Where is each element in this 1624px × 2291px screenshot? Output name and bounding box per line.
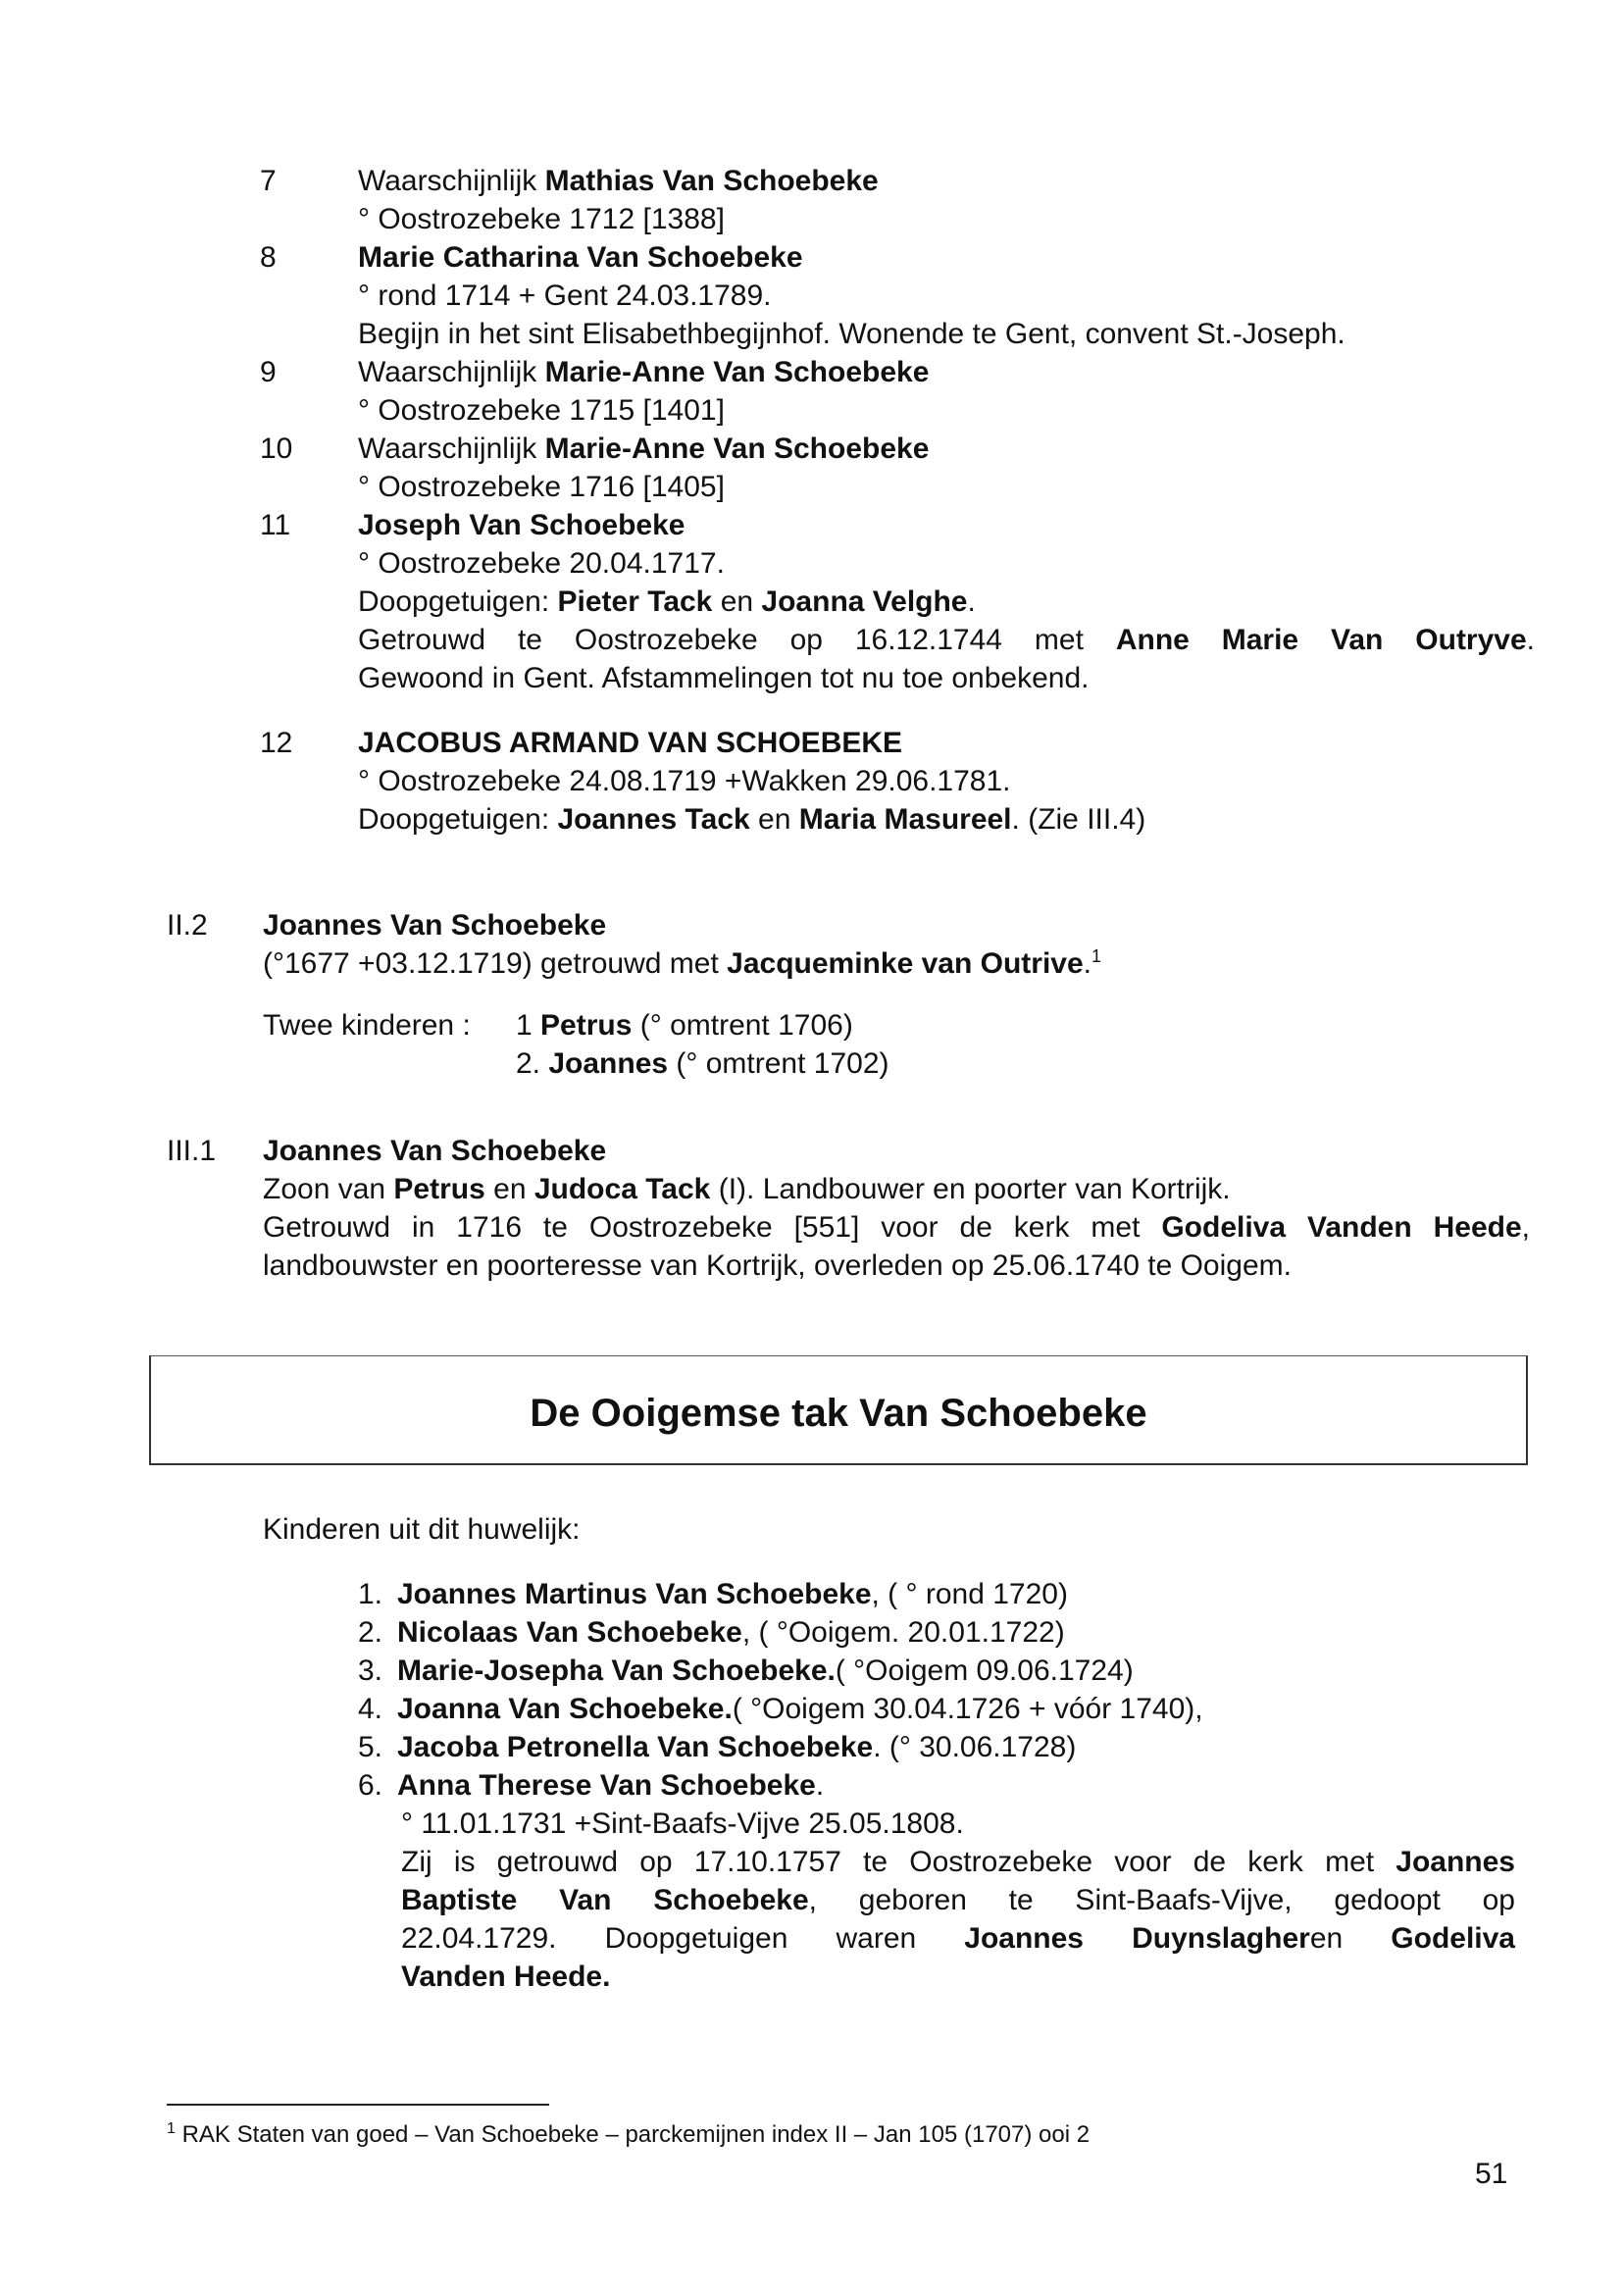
text-run: ° Oostrozebeke 24.08.1719 +Wakken 29.06.1781. bbox=[358, 765, 1011, 797]
footnote-rule bbox=[167, 2104, 549, 2106]
text-run: 22.04.1729. Doopgetuigen waren bbox=[401, 1922, 965, 1955]
section-line bbox=[263, 1247, 1530, 1285]
kind-body bbox=[397, 1728, 1515, 1766]
bold-name: Nicolaas Van Schoebeke bbox=[397, 1616, 742, 1649]
kind-body bbox=[397, 1613, 1515, 1652]
bold-name: Joannes Tack bbox=[557, 803, 750, 836]
bold-name: Joannes Van Schoebeke bbox=[263, 909, 607, 942]
entry-number: 11 bbox=[260, 509, 291, 541]
kind-line bbox=[397, 1728, 1515, 1766]
kind-number: 3. bbox=[358, 1655, 383, 1687]
text-run: Begijn in het sint Elisabethbegijnhof. Wonende te Gent, convent St.-Joseph. bbox=[358, 318, 1345, 350]
entry-line bbox=[358, 506, 1535, 544]
bold-name: Pieter Tack bbox=[557, 585, 713, 618]
entry-number: 12 bbox=[260, 727, 293, 759]
entry-line bbox=[358, 315, 1535, 353]
kind-line bbox=[397, 1652, 1515, 1690]
bold-name: Godeliva bbox=[1391, 1922, 1515, 1955]
text-run: ( °Ooigem 30.04.1726 + vóór 1740), bbox=[732, 1693, 1203, 1725]
bold-name: Judoca Tack bbox=[533, 1173, 711, 1205]
text-run: . bbox=[1526, 624, 1536, 656]
entry-number: 9 bbox=[260, 356, 277, 388]
bold-name: Joannes bbox=[548, 1047, 669, 1080]
bold-name: Vanden Heede. bbox=[401, 1960, 611, 1993]
bold-name: Joannes Martinus Van Schoebeke bbox=[397, 1578, 872, 1610]
kind-line bbox=[397, 1919, 1515, 1958]
entry-number: 10 bbox=[260, 433, 293, 465]
bold-name: Marie-Josepha Van Schoebeke. bbox=[397, 1655, 836, 1687]
text-run: Gewoond in Gent. Afstammelingen tot nu toe onbekend. bbox=[358, 662, 1090, 694]
text-run: Zoon van bbox=[263, 1173, 394, 1205]
text-run: Doopgetuigen: bbox=[358, 585, 558, 618]
text-run: (°1677 +03.12.1719) getrouwd met bbox=[263, 947, 728, 980]
text-run: (° omtrent 1706) bbox=[632, 1009, 853, 1042]
entry-line bbox=[358, 800, 1535, 839]
bold-name: JACOBUS ARMAND VAN SCHOEBEKE bbox=[358, 727, 903, 759]
kind-line bbox=[397, 1843, 1515, 1881]
bold-name: Joannes Van Schoebeke bbox=[263, 1135, 607, 1167]
kind-body bbox=[397, 1690, 1515, 1728]
section-body bbox=[263, 1132, 1530, 1285]
text-run: , ( ° rond 1720) bbox=[871, 1578, 1068, 1610]
text-run: ° Oostrozebeke 1715 [1401] bbox=[358, 394, 725, 427]
entry-number: 8 bbox=[260, 241, 277, 274]
kind-number: 5. bbox=[358, 1731, 383, 1763]
text-run: , bbox=[1521, 1211, 1530, 1244]
bold-name: Baptiste Van Schoebeke bbox=[401, 1884, 809, 1916]
entry-body bbox=[358, 238, 1535, 353]
text-run: en bbox=[1309, 1922, 1392, 1955]
banner-title: De Ooigemse tak Van Schoebeke bbox=[530, 1392, 1147, 1435]
section-label: III.1 bbox=[167, 1135, 217, 1167]
kids-intro: Twee kinderen : bbox=[263, 1009, 471, 1042]
entry-line bbox=[358, 583, 1535, 621]
kind-line bbox=[397, 1613, 1515, 1652]
footnote bbox=[167, 2120, 1090, 2150]
entry-line bbox=[358, 659, 1535, 697]
entry-line bbox=[358, 430, 1535, 468]
text-run: . (Zie III.4) bbox=[1011, 803, 1146, 836]
section-line bbox=[263, 944, 1530, 983]
text-run: (° omtrent 1702) bbox=[668, 1047, 889, 1080]
entry-body bbox=[358, 430, 1535, 506]
entry-line bbox=[358, 353, 1535, 391]
kind-body bbox=[397, 1766, 1515, 1996]
entry-body bbox=[358, 506, 1535, 697]
text-run: ( °Ooigem 09.06.1724) bbox=[835, 1655, 1134, 1687]
twee-kinderen bbox=[263, 1006, 889, 1080]
entry-line bbox=[358, 277, 1535, 315]
kind-line bbox=[397, 1766, 1515, 1805]
bold-name: Anne Marie Van Outryve bbox=[1115, 624, 1527, 656]
bold-name: Maria Masureel bbox=[798, 803, 1012, 836]
entry-body bbox=[358, 724, 1535, 839]
entry-line bbox=[358, 621, 1535, 659]
kinderen-intro: Kinderen uit dit huwelijk: bbox=[263, 1513, 581, 1546]
text-run: , ( °Ooigem. 20.01.1722) bbox=[741, 1616, 1065, 1649]
section-line bbox=[263, 1132, 1530, 1170]
page-number: 51 bbox=[1475, 2158, 1508, 2190]
section-line bbox=[263, 1208, 1530, 1247]
bold-name: Petrus bbox=[393, 1173, 485, 1205]
kind-body bbox=[397, 1652, 1515, 1690]
text-run: Waarschijnlijk bbox=[358, 356, 545, 388]
kid-line bbox=[516, 1044, 889, 1083]
text-run: ° 11.01.1731 +Sint-Baafs-Vijve 25.05.1808. bbox=[401, 1807, 964, 1840]
entry-number: 7 bbox=[260, 165, 277, 197]
text-run: Zij is getrouwd op 17.10.1757 te Oostrozebeke voor de kerk met bbox=[401, 1846, 1396, 1878]
text-run: . bbox=[1083, 947, 1091, 980]
text-run: en bbox=[749, 803, 799, 836]
text-run: en bbox=[712, 585, 762, 618]
bold-name: Marie-Anne Van Schoebeke bbox=[544, 433, 930, 465]
entry-line bbox=[358, 544, 1535, 583]
kind-number: 2. bbox=[358, 1616, 383, 1649]
section-line bbox=[263, 906, 1530, 944]
kind-line bbox=[397, 1958, 1515, 1996]
text-run: . bbox=[815, 1769, 825, 1802]
entry-line bbox=[358, 162, 1535, 200]
entry-line bbox=[358, 238, 1535, 277]
section-label: II.2 bbox=[167, 909, 208, 942]
footnote-ref: 1 bbox=[1091, 946, 1102, 966]
section-line bbox=[263, 1170, 1530, 1208]
bold-name: Joseph Van Schoebeke bbox=[358, 509, 685, 541]
entry-body bbox=[358, 162, 1535, 238]
bold-name: Jacqueminke van Outrive bbox=[727, 947, 1084, 980]
text-run: en bbox=[484, 1173, 534, 1205]
text-run: Getrouwd te Oostrozebeke op 16.12.1744 met bbox=[358, 624, 1116, 656]
text-run: 2. bbox=[516, 1047, 549, 1080]
text-run: Waarschijnlijk bbox=[358, 165, 545, 197]
text-run: (I). Landbouwer en poorter van Kortrijk. bbox=[710, 1173, 1231, 1205]
entry-line bbox=[358, 762, 1535, 800]
bold-name: Joanna Velghe bbox=[761, 585, 968, 618]
kind-body bbox=[397, 1575, 1515, 1613]
entry-body bbox=[358, 353, 1535, 430]
bold-name: Jacoba Petronella Van Schoebeke bbox=[397, 1731, 874, 1763]
kind-number: 4. bbox=[358, 1693, 383, 1725]
bold-name: Godeliva Vanden Heede bbox=[1161, 1211, 1522, 1244]
text-run: landbouwster en poorteresse van Kortrijk, overleden op 25.06.1740 te Ooigem. bbox=[263, 1249, 1292, 1282]
footnote-text: RAK Staten van goed – Van Schoebeke – parckemijnen index II – Jan 105 (1707) ooi 2 bbox=[181, 2121, 1091, 2148]
kid-line bbox=[516, 1006, 853, 1044]
footnote-mark: 1 bbox=[167, 2120, 176, 2137]
bold-name: Joannes bbox=[1396, 1846, 1515, 1878]
kind-line bbox=[397, 1805, 1515, 1843]
kind-number: 1. bbox=[358, 1578, 383, 1610]
bold-name: Mathias Van Schoebeke bbox=[544, 165, 879, 197]
bold-name: Marie Catharina Van Schoebeke bbox=[358, 241, 803, 274]
text-run: Getrouwd in 1716 te Oostrozebeke [551] voor de kerk met bbox=[263, 1211, 1162, 1244]
text-run: 1 bbox=[516, 1009, 541, 1042]
text-run: ° Oostrozebeke 1712 [1388] bbox=[358, 203, 725, 235]
bold-name: Anna Therese Van Schoebeke bbox=[397, 1769, 816, 1802]
text-run: . (° 30.06.1728) bbox=[873, 1731, 1077, 1763]
text-run: Doopgetuigen: bbox=[358, 803, 558, 836]
text-run: , geboren te Sint-Baafs-Vijve, gedoopt op bbox=[808, 1884, 1515, 1916]
text-run: . bbox=[967, 585, 976, 618]
entry-line bbox=[358, 468, 1535, 506]
section-body bbox=[263, 906, 1530, 983]
entry-line bbox=[358, 391, 1535, 430]
section-banner bbox=[149, 1355, 1528, 1465]
text-run: ° rond 1714 + Gent 24.03.1789. bbox=[358, 280, 772, 312]
kind-line bbox=[397, 1690, 1515, 1728]
entry-line bbox=[358, 724, 1535, 762]
bold-name: Petrus bbox=[540, 1009, 633, 1042]
text-run: ° Oostrozebeke 1716 [1405] bbox=[358, 471, 725, 503]
text-run: Waarschijnlijk bbox=[358, 433, 545, 465]
bold-name: Joannes Duynslagher bbox=[964, 1922, 1310, 1955]
bold-name: Joanna Van Schoebeke. bbox=[397, 1693, 733, 1725]
kind-number: 6. bbox=[358, 1769, 383, 1802]
entry-line bbox=[358, 200, 1535, 238]
bold-name: Marie-Anne Van Schoebeke bbox=[544, 356, 930, 388]
kind-line bbox=[397, 1881, 1515, 1919]
kind-line bbox=[397, 1575, 1515, 1613]
text-run: ° Oostrozebeke 20.04.1717. bbox=[358, 547, 725, 580]
